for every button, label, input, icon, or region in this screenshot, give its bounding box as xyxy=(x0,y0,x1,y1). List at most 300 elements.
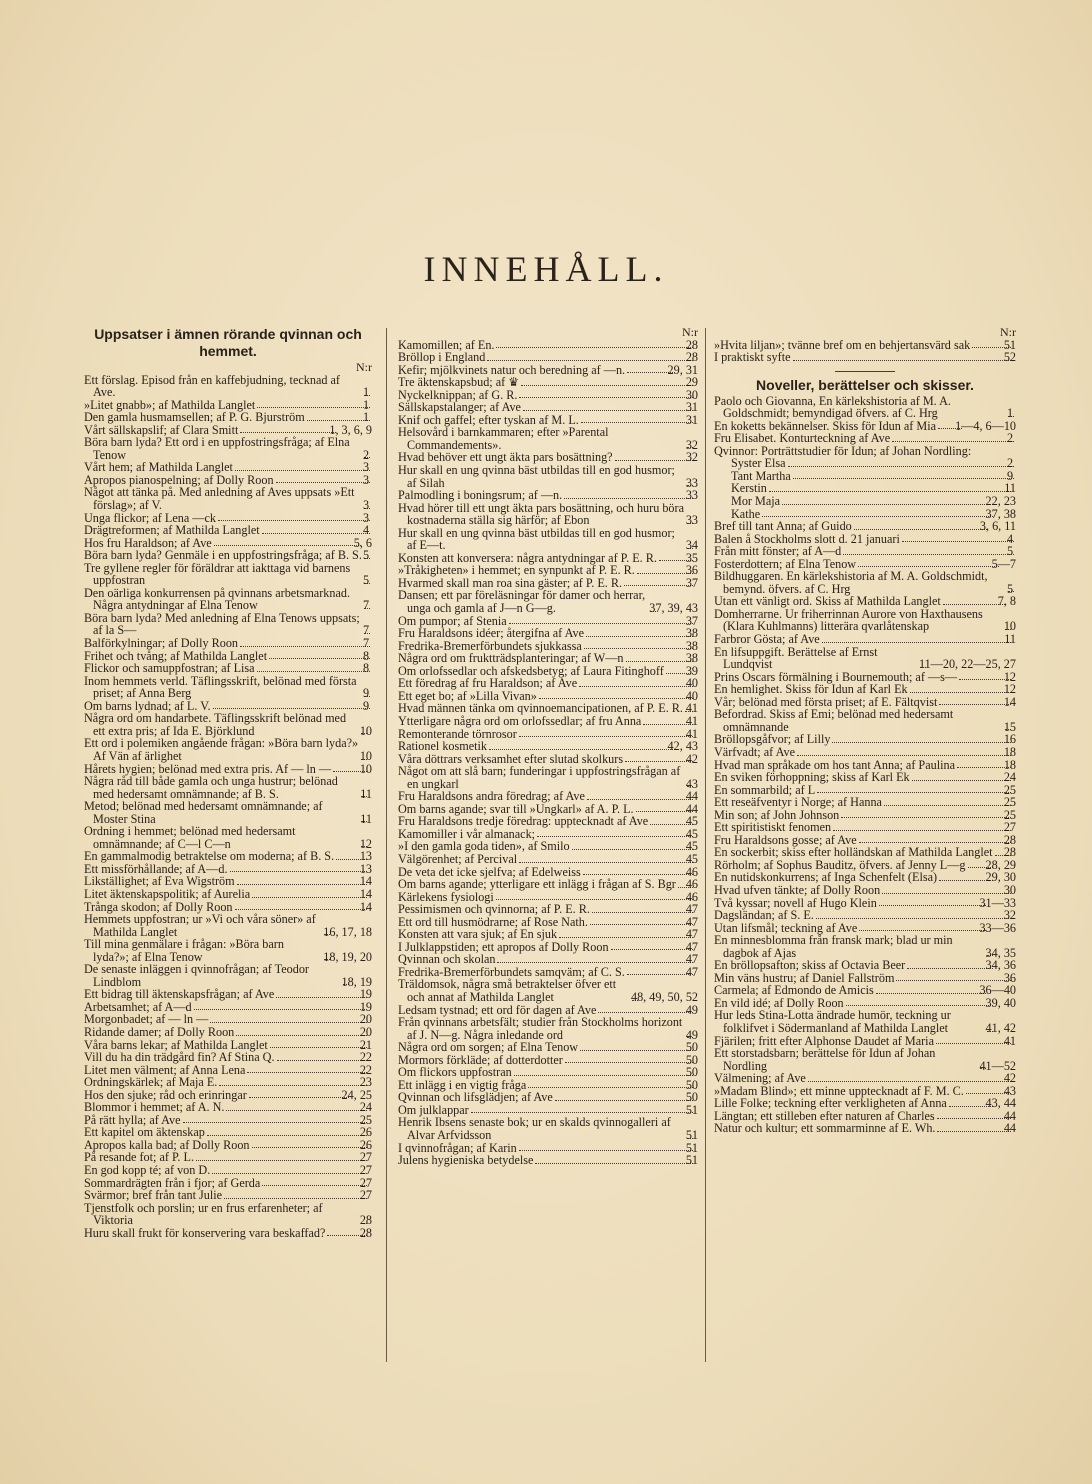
dot-leader xyxy=(910,692,1011,693)
toc-entry-title: Några ord om fruktträdsplanteringar; af W—n xyxy=(398,651,624,666)
toc-entry-number: 45 xyxy=(685,839,698,854)
toc-entry xyxy=(84,913,372,938)
toc-entry-number: 12 xyxy=(1003,682,1016,697)
toc-entry-number: 39, 40 xyxy=(985,995,1016,1010)
toc-entry-title: Frihet och tvång; af Mathilda Langlet xyxy=(84,648,268,663)
toc-entry xyxy=(714,608,1016,633)
toc-entry xyxy=(398,853,698,866)
column-divider-left xyxy=(386,328,387,1362)
dot-leader xyxy=(307,420,370,421)
toc-entry xyxy=(714,683,1016,696)
toc-entry-title: Ett storstadsbarn; berättelse för Idun af Johan Nordling xyxy=(714,1046,936,1073)
toc-entry-number: 51 xyxy=(685,1140,698,1155)
toc-entry-title: Vårt hem; af Mathilda Langlet xyxy=(84,460,233,475)
toc-entry-number: 41—52 xyxy=(979,1058,1016,1073)
toc-entry-number: 34 xyxy=(685,538,698,553)
toc-entry-title: En nutidskonkurrens; af Inga Schenfelt (Elsa) xyxy=(714,870,938,885)
toc-entry xyxy=(84,1101,372,1114)
toc-entry: Flickor och samuppfostran; af Lisa 8 xyxy=(84,661,370,676)
dot-leader xyxy=(537,836,693,837)
dot-leader xyxy=(592,912,693,913)
toc-entry-number: 33 xyxy=(685,488,698,503)
toc-entry-number: 10 xyxy=(359,723,372,738)
dot-leader xyxy=(782,504,992,505)
toc-entry-title: Hos den sjuke; råd och erinringar xyxy=(84,1087,247,1102)
toc-entry-title: Vår; belönad med första priset; af E. Fältqvist xyxy=(714,694,938,709)
toc-entry-number: 47 xyxy=(685,927,698,942)
toc-entry-title: Lille Folke; teckning efter verkligheten af Anna xyxy=(714,1096,947,1111)
toc-entry-number: 33—36 xyxy=(979,920,1016,935)
toc-entry: Den gamla husmamsellen; af P. G. Bjurström 1 xyxy=(84,410,370,425)
dot-leader xyxy=(252,897,367,898)
toc-entry xyxy=(714,984,1016,997)
toc-entry-title: Min väns hustru; af Daniel Fallström xyxy=(714,970,895,985)
dot-leader xyxy=(262,533,370,534)
toc-entry-number: 22, 23 xyxy=(985,494,1016,509)
dot-leader xyxy=(555,1100,693,1101)
toc-entry-title: Likställighet; af Eva Wigström xyxy=(84,874,235,889)
toc-entry xyxy=(398,1041,698,1054)
dot-leader xyxy=(598,1012,692,1013)
toc-entry-number: 41 xyxy=(685,701,698,716)
toc-entry xyxy=(398,815,698,828)
toc-entry-number: 27 xyxy=(359,1188,372,1203)
toc-entry xyxy=(84,1164,372,1177)
toc-entry xyxy=(714,351,1016,364)
toc-entry-title: Nyckelknippan; af G. R. xyxy=(398,387,518,402)
dot-leader xyxy=(876,993,987,994)
dot-leader xyxy=(957,767,1011,768)
toc-entry-title: »Madam Blind»; ett minne upptecknadt af F. M. C. xyxy=(714,1083,964,1098)
toc-entry: Paolo och Giovanna, En kärlekshistoria af M. A. Goldschmidt; bemyndigad öfvers. af C. Hrg 1 xyxy=(714,393,1014,421)
toc-entry-title: Tre äktenskapsbud; af ♛ xyxy=(398,375,520,390)
dot-leader xyxy=(572,849,693,850)
toc-entry-number: 42 xyxy=(1003,1071,1016,1086)
toc-entry-number: 51 xyxy=(685,1153,698,1168)
toc-entry-title: Hvad man språkade om hos tant Anna; af Paulina xyxy=(714,757,955,772)
toc-entry xyxy=(398,376,698,389)
toc-entry: Böra barn lyda? Ett ord i en uppfostringsfråga; af Elna Tenow 2 xyxy=(84,435,370,462)
toc-entry-number: 41 xyxy=(685,713,698,728)
toc-entry-title: Apropos pianospelning; af Dolly Roon xyxy=(84,472,274,487)
toc-entry-number: 34, 36 xyxy=(985,958,1016,973)
toc-entry-title: Fru Haraldsons tredje föredrag: upptecknadt af Ave xyxy=(398,814,649,829)
toc-entry: Balförkylningar; af Dolly Roon 7 xyxy=(84,636,370,651)
toc-entry-number: 38 xyxy=(685,626,698,641)
toc-entry-title: Ett föredrag af fru Haraldson; af Ave xyxy=(398,676,578,691)
toc-entry-number: 49 xyxy=(685,1027,698,1042)
toc-entry-title: Qvinnan och lifsglädjen; af Ave xyxy=(398,1090,553,1105)
column-divider-right xyxy=(705,328,706,1362)
toc-entry-title: Böra barn lyda? Med anledning af Elna Tenows uppsats; af la S— xyxy=(84,610,360,638)
dot-leader xyxy=(627,974,693,975)
toc-entry xyxy=(398,765,698,790)
toc-entry-number: 24, 25 xyxy=(341,1087,372,1102)
toc-entry-title: På rätt hylla; af Ave xyxy=(84,1112,181,1127)
toc-entry xyxy=(84,1189,372,1202)
toc-entry-number: 32 xyxy=(685,437,698,452)
toc-entry xyxy=(398,1116,698,1141)
dot-leader xyxy=(235,470,370,471)
nr-label: N:r xyxy=(682,325,698,339)
toc-entry-number: 18 xyxy=(1003,757,1016,772)
entry-list xyxy=(714,395,1016,1135)
toc-entry-number: 30 xyxy=(685,387,698,402)
dot-leader xyxy=(213,708,371,709)
toc-entry-number: 27 xyxy=(1003,820,1016,835)
toc-entry xyxy=(84,775,372,800)
toc-entry-number: 25 xyxy=(1003,795,1016,810)
toc-entry-title: Kerstin xyxy=(731,481,767,496)
toc-entry-number: 12 xyxy=(359,836,372,851)
toc-entry xyxy=(398,527,698,552)
dot-leader xyxy=(487,360,692,361)
section-divider xyxy=(835,371,895,372)
toc-entry-number: 22 xyxy=(359,1062,372,1077)
toc-entry-number: 34, 35 xyxy=(985,945,1016,960)
toc-entry-number: 50 xyxy=(685,1052,698,1067)
toc-entry xyxy=(714,1009,1016,1034)
toc-entry-title: Arbetsamhet; af A—d xyxy=(84,999,192,1014)
toc-entry-number: 40 xyxy=(685,676,698,691)
toc-entry-title: Rörholm; af Sophus Bauditz, öfvers. af Jenny L—g xyxy=(714,857,966,872)
toc-entry-title: Utan ett vänligt ord. Skiss af Mathilda Langlet xyxy=(714,594,941,609)
column-uppsatser-continued xyxy=(398,326,698,1167)
dot-leader xyxy=(859,930,986,931)
entry-list xyxy=(714,339,1016,364)
toc-entry-title: Hvad behöver ett ungt äkta pars bosättning? xyxy=(398,450,613,465)
toc-entry-title: Domherrarne. Ur friherrinnan Aurore von Haxthausens (Klara Kuhlmanns) litterära qvarlåtenskap xyxy=(714,606,983,634)
dot-leader xyxy=(943,604,1005,605)
toc-entry-title: Ordningskärlek; af Maja E. xyxy=(84,1075,218,1090)
toc-entry-title: Om pumpor; af Stenia xyxy=(398,613,507,628)
toc-entry xyxy=(714,846,1016,859)
toc-entry-title: Natur och kultur; ett sommarminne af E. Wh. xyxy=(714,1121,936,1136)
dot-leader xyxy=(590,924,693,925)
toc-entry-title: Bröllop i England xyxy=(398,350,486,365)
toc-entry-number: 28 xyxy=(685,337,698,352)
toc-entry-number: 45 xyxy=(685,814,698,829)
toc-entry: Böra barn lyda? Med anledning af Elna Tenows uppsats; af la S— 7 xyxy=(84,610,370,638)
dot-leader xyxy=(937,1118,1011,1119)
toc-entry-number: 28 xyxy=(685,350,698,365)
toc-entry-number: 21 xyxy=(359,1037,372,1052)
toc-entry-title: Om barns agande; svar till »Ungkarl» af A. P. L. xyxy=(398,801,634,816)
dot-leader xyxy=(896,980,1010,981)
section-heading-uppsatser: Uppsatser i ämnen rörande qvinnan och hemmet. xyxy=(94,326,362,359)
dot-leader xyxy=(581,422,693,423)
dot-leader xyxy=(832,742,1010,743)
toc-entry-number: 22 xyxy=(359,1050,372,1065)
toc-entry xyxy=(84,1227,372,1240)
dot-leader xyxy=(859,842,1011,843)
toc-entry xyxy=(714,1047,1016,1072)
toc-entry-number: 20 xyxy=(359,1012,372,1027)
dot-leader xyxy=(252,1147,367,1148)
toc-entry-number: 26 xyxy=(359,1137,372,1152)
toc-entry-title: Några råd till både gamla och unga hustrur; belönad med hedersamt omnämnande; af B. S. xyxy=(84,774,338,801)
toc-entry xyxy=(398,426,698,451)
toc-entry-title: Om barns agande; ytterligare ett inlägg i frågan af S. Bgr xyxy=(398,877,676,892)
toc-entry-title: Fru Haraldsons gosse; af Ave xyxy=(714,832,857,847)
toc-entry-title: Kathe xyxy=(731,506,761,521)
toc-entry-number: 11 xyxy=(1004,481,1016,496)
toc-entry-number: 36—40 xyxy=(979,983,1016,998)
toc-entry-number: 41 xyxy=(685,726,698,741)
toc-entry-number: 24 xyxy=(359,1100,372,1115)
toc-entry xyxy=(398,740,698,753)
toc-entry-title: Något om att slå barn; funderingar i uppfostringsfrågan af en ungkarl xyxy=(398,764,681,791)
toc-entry-number: 31 xyxy=(685,412,698,427)
toc-entry-number: 46 xyxy=(685,864,698,879)
toc-entry xyxy=(84,712,372,737)
toc-entry-number: 50 xyxy=(685,1077,698,1092)
toc-entry xyxy=(398,928,698,941)
dot-leader xyxy=(797,755,1011,756)
dot-leader xyxy=(793,478,1014,479)
toc-entry-title: Några ord om sorgen; af Elna Tenow xyxy=(398,1040,579,1055)
toc-entry-number: 30 xyxy=(1003,882,1016,897)
toc-entry-title: Inom hemmets verld. Täflingsskrift, belönad med första priset; af Anna Berg xyxy=(84,673,357,701)
toc-entry-number: 25 xyxy=(1003,807,1016,822)
toc-entry-number: 1, 3, 6, 9 xyxy=(329,422,372,437)
toc-entry-title: Om flickors uppfostran xyxy=(398,1065,512,1080)
toc-entry-title: Drägtreformen; af Mathilda Langlet xyxy=(84,523,260,538)
toc-entry-number: 10 xyxy=(1003,619,1016,634)
toc-entry-title: En bröllopsafton; skiss af Octavia Beer xyxy=(714,958,906,973)
toc-entry-title: Pessimismen och qvinnorna; af P. E. R. xyxy=(398,902,590,917)
toc-entry-title: Dagsländan; af S. E. xyxy=(714,908,814,923)
toc-entry-number: 50 xyxy=(685,1065,698,1080)
dot-leader xyxy=(514,1075,693,1076)
toc-entry-title: Om julklappar xyxy=(398,1102,469,1117)
toc-entry-number: 50 xyxy=(685,1090,698,1105)
toc-entry xyxy=(84,1076,372,1089)
toc-entry-title: Sällskapstalanger; af Ave xyxy=(398,400,521,415)
dot-leader xyxy=(236,1035,367,1036)
toc-entry-number: 44 xyxy=(685,789,698,804)
toc-entry-title: Fru Haraldsons andra föredrag; af Ave xyxy=(398,789,585,804)
toc-entry-title: Hur skall en ung qvinna bäst utbildas till en god husmor; af Silah xyxy=(398,463,675,490)
toc-entry-title: Remonterande törnrosor xyxy=(398,726,517,741)
toc-entry-number: 15 xyxy=(1003,719,1016,734)
toc-entry-number: 11—20, 22—25, 27 xyxy=(918,657,1016,672)
toc-entry xyxy=(714,884,1016,897)
dot-leader xyxy=(580,1050,693,1051)
toc-entry-number: 5—7 xyxy=(991,556,1016,571)
toc-entry-title: Ett missförhållande; af A—d. xyxy=(84,861,228,876)
toc-entry-title: Kefir; mjölkvinets natur och beredning af —n. xyxy=(398,362,626,377)
toc-entry-title: Ett ord i polemiken angående frågan: »Böra barn lyda?» Af Vän af ärlighet xyxy=(84,736,359,763)
toc-entry-number: 33 xyxy=(685,475,698,490)
dot-leader xyxy=(240,646,370,647)
dot-leader xyxy=(882,893,1011,894)
dot-leader xyxy=(489,749,675,750)
toc-entry-title: Några ord om handarbete. Täflingsskrift belönad med ett extra pris; af Ida E. Björklund xyxy=(84,711,347,738)
toc-entry-title: Flickor och samuppfostran; af Lisa xyxy=(84,661,255,676)
toc-entry-title: Ett inlägg i en vigtig fråga xyxy=(398,1077,527,1092)
toc-entry-number: 16 xyxy=(1003,732,1016,747)
toc-entry-number: 10 xyxy=(359,748,372,763)
column-uppsatser xyxy=(84,326,372,1239)
toc-entry-number: 47 xyxy=(685,914,698,929)
toc-entry-number: 47 xyxy=(685,964,698,979)
toc-entry-title: I Julklappstiden; ett apropos af Dolly Roon xyxy=(398,939,609,954)
toc-entry-number: 14 xyxy=(359,886,372,901)
toc-entry: Bildhuggaren. En kärlekshistoria af M. A. Goldschmidt, bemynd. öfvers. af C. Hrg 5 xyxy=(714,569,1014,596)
toc-entry-number: 14 xyxy=(1003,694,1016,709)
toc-entry-number: 32 xyxy=(685,450,698,465)
toc-entry-number: 45 xyxy=(685,851,698,866)
toc-entry-number: 25 xyxy=(1003,782,1016,797)
toc-entry-number: 51 xyxy=(1003,337,1016,352)
dot-leader xyxy=(586,636,693,637)
toc-entry-number: 46 xyxy=(685,889,698,904)
toc-entry-number: 11 xyxy=(1004,632,1016,647)
toc-entry-number: 35 xyxy=(685,550,698,565)
toc-entry-title: Välgörenhet; af Percival xyxy=(398,851,518,866)
toc-entry-number: 31—33 xyxy=(979,895,1016,910)
dot-leader xyxy=(210,1022,366,1023)
toc-entry-number: 38 xyxy=(685,638,698,653)
dot-leader xyxy=(788,466,1015,467)
toc-entry-title: Hårets hygien; belönad med extra pris. Af — ln — xyxy=(84,761,332,776)
toc-entry-title: Prins Oscars förmälning i Bournemouth; af —s— xyxy=(714,669,958,684)
toc-entry-title: Hvad männen tänka om qvinnoemancipationen, af P. E. R. xyxy=(398,701,683,716)
toc-entry-title: »Litet gnabb»; af Mathilda Langlet xyxy=(84,397,256,412)
toc-entry-title: Hvad ufven tänkte; af Dolly Roon xyxy=(714,882,881,897)
toc-entry-number: 10 xyxy=(359,761,372,776)
toc-entry xyxy=(714,646,1016,671)
toc-entry xyxy=(398,1154,698,1167)
toc-entry xyxy=(714,1097,1016,1110)
toc-entry-number: 51 xyxy=(685,1128,698,1142)
toc-entry-number: 47 xyxy=(685,939,698,954)
toc-entry-number: 37 xyxy=(685,613,698,628)
dot-leader xyxy=(276,482,370,483)
toc-entry-title: Apropos kalla bad; af Dolly Roon xyxy=(84,1137,250,1152)
toc-entry-title: Hvarmed skall man roa sina gäster; af P. E. R. xyxy=(398,575,623,590)
toc-entry xyxy=(398,790,698,803)
dot-leader xyxy=(519,1150,693,1151)
toc-entry-title: Den oärliga konkurrensen på qvinnans arbetsmarknad. Några antydningar af Elna Tenow xyxy=(84,585,351,613)
toc-entry-number: 11 xyxy=(360,811,372,826)
dot-leader xyxy=(240,432,336,433)
toc-entry-title: Ett förslag. Episod från en kaffebjudning, tecknad af Ave. xyxy=(84,372,340,400)
toc-entry-title: Kamomiller i vår almanack; xyxy=(398,826,536,841)
toc-entry xyxy=(398,677,698,690)
toc-entry-title: Mor Maja xyxy=(731,494,781,509)
toc-entry-number: 3, 6, 11 xyxy=(979,519,1016,534)
toc-entry-title: Blommor i hemmet; af A. N. xyxy=(84,1100,225,1115)
dot-leader xyxy=(879,905,987,906)
toc-entry-number: 51 xyxy=(685,1102,698,1117)
entry-list xyxy=(84,374,372,1240)
dot-leader xyxy=(521,385,693,386)
toc-entry xyxy=(714,495,1016,508)
toc-entry xyxy=(714,520,1016,533)
toc-entry-number: 39 xyxy=(685,663,698,678)
dot-leader xyxy=(539,698,693,699)
toc-entry-title: Utan lifsmål; teckning af Ave xyxy=(714,920,858,935)
dot-leader xyxy=(496,347,692,348)
toc-entry xyxy=(84,888,372,901)
toc-entry-title: Befordrad. Skiss af Emi; belönad med hedersamt omnämnande xyxy=(714,707,954,734)
toc-entry xyxy=(84,938,372,963)
toc-entry-number: 28 xyxy=(1003,832,1016,847)
toc-entry: Något att tänka på. Med anledning af Aves uppsats »Ett förslag»; af V. 3 xyxy=(84,485,370,513)
dot-leader xyxy=(587,799,693,800)
toc-entry xyxy=(84,988,372,1001)
dot-leader xyxy=(523,410,693,411)
toc-entry: Den oärliga konkurrensen på qvinnans arbetsmarknad. Några antydningar af Elna Tenow 7 xyxy=(84,585,370,613)
toc-entry-title: Hur leds Stina-Lotta ändrade humör, teckning ur folklifvet i Södermanland af Mathilda Langlet xyxy=(714,1008,951,1035)
toc-entry-number: 7, 8 xyxy=(997,594,1016,609)
toc-entry-title: Till mina genmälare i frågan: »Böra barn lyda?»; af Elna Tenow xyxy=(84,937,284,964)
dot-leader xyxy=(854,529,987,530)
toc-entry xyxy=(398,502,698,527)
toc-entry xyxy=(84,1051,372,1064)
dot-leader xyxy=(269,658,370,659)
toc-entry-title: De veta det icke sjelfva; af Edelweiss xyxy=(398,864,581,879)
dot-leader xyxy=(519,736,693,737)
toc-entry: Böra barn lyda? Genmäle i en uppfostringsfråga; af B. S. 5 xyxy=(84,548,370,563)
toc-entry-title: Ridande damer; af Dolly Roon xyxy=(84,1024,235,1039)
toc-entry-title: Fosterdottern; af Elna Tenow xyxy=(714,556,857,571)
toc-entry-number: 18, 19 xyxy=(341,974,372,989)
toc-entry-title: Ett ord till husmödrarne; af Rose Nath. xyxy=(398,914,588,929)
toc-entry-title: Ett bidrag till äktenskapsfrågan; af Ave xyxy=(84,987,275,1002)
toc-entry-title: Ordning i hemmet; belönad med hedersamt omnämnande; af C—l C—n xyxy=(84,824,296,851)
dot-leader xyxy=(214,545,361,546)
page-title: INNEHÅLL. xyxy=(423,249,669,289)
toc-entry-title: Om barns lydnad; af L. V. xyxy=(84,698,211,713)
toc-entry-number: 18, 19, 20 xyxy=(323,949,372,964)
toc-entry-title: Vårt sällskapslif; af Clara Smitt xyxy=(84,422,239,437)
toc-entry xyxy=(84,737,372,762)
toc-entry: Unga flickor; af Lena —ck 3 xyxy=(84,510,370,525)
toc-entry-title: En hemlighet. Skiss för Idun af Karl Ek xyxy=(714,682,908,697)
toc-entry: »Litet gnabb»; af Mathilda Langlet 1 xyxy=(84,397,370,412)
toc-entry-number: 33 xyxy=(685,513,698,528)
toc-entry xyxy=(84,850,372,863)
toc-entry-title: Hvad hörer till ett ungt äkta pars bosättning, och huru böra kostnaderna ställa sig härför; af Ebon xyxy=(398,500,684,528)
toc-entry-number: 36 xyxy=(1003,970,1016,985)
toc-entry-number: 28 xyxy=(359,1213,372,1228)
toc-entry: Drägtreformen; af Mathilda Langlet 4 xyxy=(84,523,370,538)
toc-entry-number: 47 xyxy=(685,952,698,967)
dot-leader xyxy=(817,792,1011,793)
dot-leader xyxy=(808,1081,1011,1082)
toc-entry-title: Den gamla husmamsellen; af P. G. Bjurström xyxy=(84,410,305,425)
toc-entry xyxy=(398,489,698,502)
toc-entry-number: 43 xyxy=(685,776,698,791)
toc-entry xyxy=(714,959,1016,972)
dot-leader xyxy=(276,997,367,998)
dot-leader xyxy=(939,880,992,881)
toc-entry-title: Balen å Stockholms slott d. 21 januari xyxy=(714,531,900,546)
dot-leader xyxy=(224,1198,367,1199)
toc-entry-number: 36 xyxy=(685,563,698,578)
toc-entry-title: I praktiskt syfte xyxy=(714,350,791,365)
toc-entry-title: Julens hygieniska betydelse xyxy=(398,1153,534,1168)
dot-leader xyxy=(528,1087,693,1088)
toc-entry-number: 28, 29 xyxy=(985,857,1016,872)
toc-entry-title: Farbror Gösta; af Ave xyxy=(714,632,820,647)
toc-entry-number: 20 xyxy=(359,1024,372,1039)
dot-leader xyxy=(833,830,1011,831)
dot-leader xyxy=(907,968,992,969)
